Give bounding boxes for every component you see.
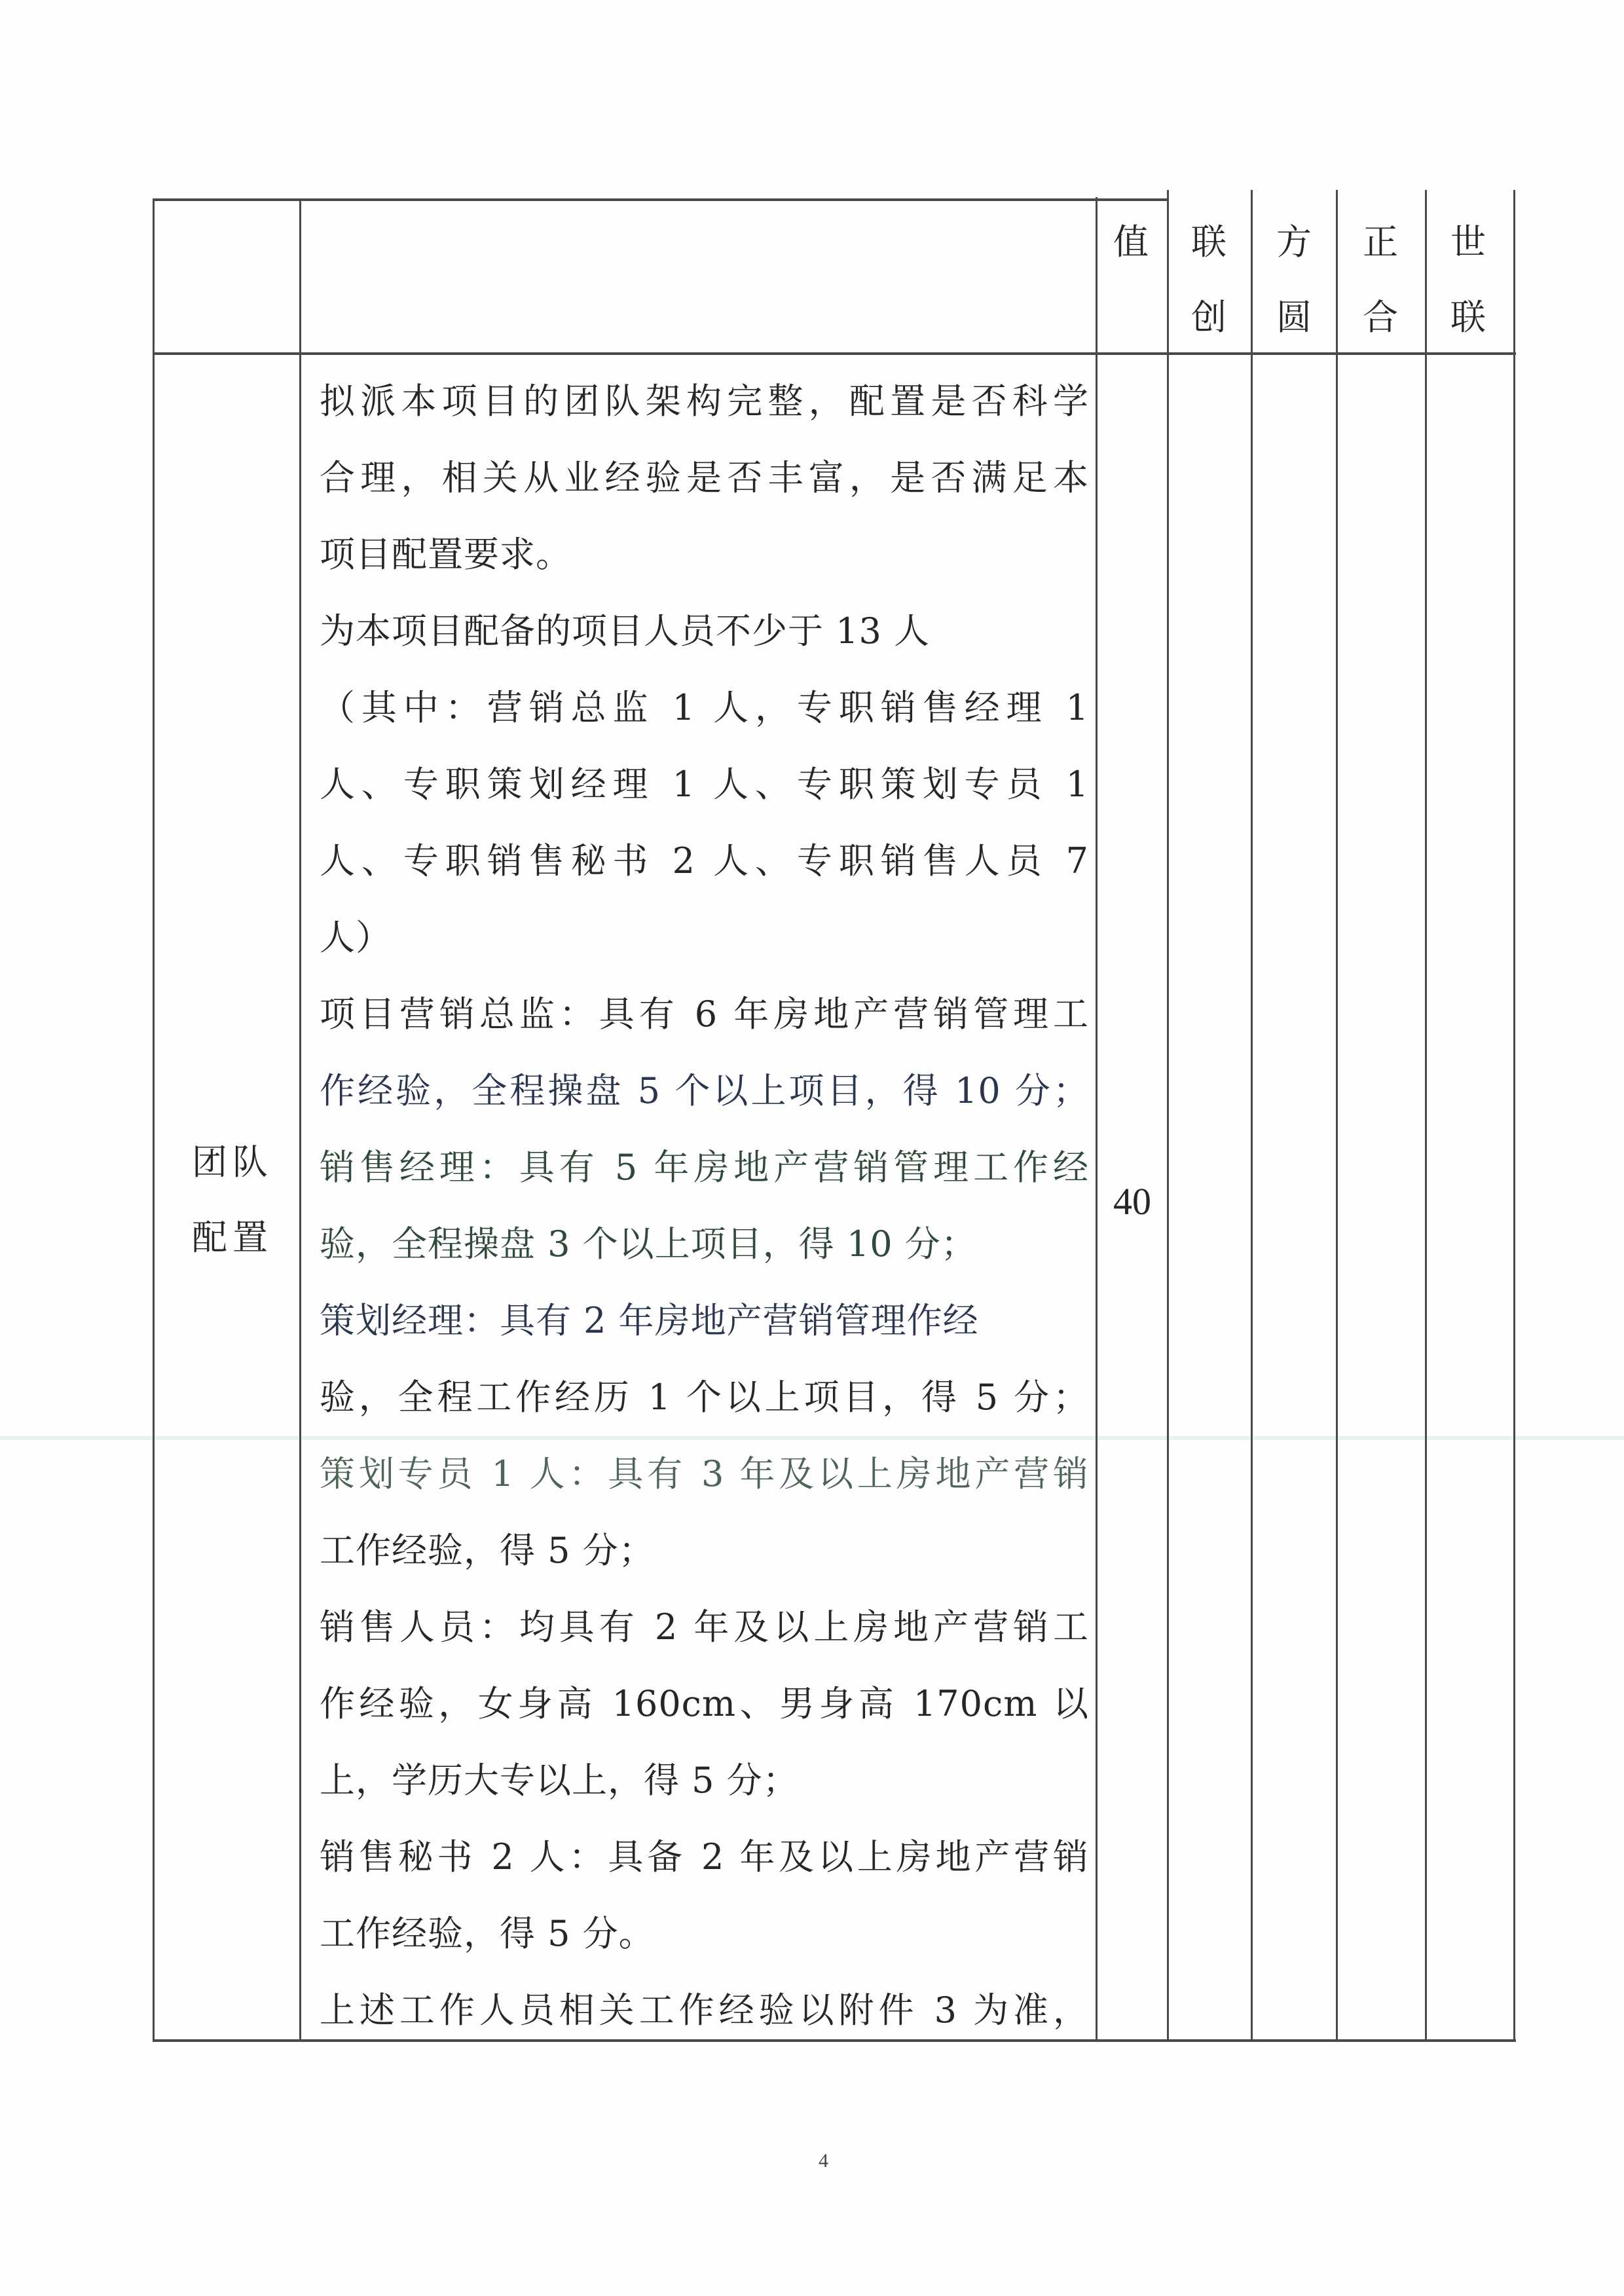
column-divider-description <box>1096 197 1098 2041</box>
description-line: 项目营销总监：具有 6 年房地产营销管理工 <box>320 993 1089 1035</box>
header-bidder-1-line1: 联 <box>1191 221 1227 263</box>
table-left-border <box>153 198 155 2041</box>
description-line: 上述工作人员相关工作经验以附件 3 为准， <box>320 1990 1089 2031</box>
description-line: 工作经验，得 5 分； <box>320 1530 655 1571</box>
description-line: 人、专职策划经理 1 人、专职策划专员 1 <box>320 764 1089 805</box>
description-line: 拟派本项目的团队架构完整，配置是否科学 <box>320 380 1089 422</box>
header-bottom-border <box>153 352 1516 355</box>
column-divider-criteria <box>299 198 301 2041</box>
description-line: 策划专员 1 人：具有 3 年及以上房地产营销 <box>320 1453 1089 1494</box>
header-bidder-3-line1: 正 <box>1363 221 1398 263</box>
description-line: 工作经验，得 5 分。 <box>320 1913 655 1954</box>
description-line: 策划经理：具有 2 年房地产营销管理作经 <box>320 1300 979 1341</box>
max-score-value: 40 <box>1113 1180 1151 1223</box>
description-line: （其中：营销总监 1 人，专职销售经理 1 <box>320 687 1089 728</box>
table-bottom-border <box>153 2039 1516 2042</box>
column-divider-bidder-1 <box>1251 190 1253 2041</box>
description-line: 销售人员：均具有 2 年及以上房地产营销工 <box>320 1606 1089 1648</box>
description-line: 销售秘书 2 人：具备 2 年及以上房地产营销 <box>320 1836 1089 1878</box>
criteria-label-line2: 配置 <box>192 1217 273 1258</box>
header-bidder-3-line2: 合 <box>1363 297 1398 338</box>
page-number: 4 <box>819 2150 828 2172</box>
header-bidder-4-line2: 联 <box>1450 297 1486 338</box>
description-line: 验，全程操盘 3 个以上项目，得 10 分； <box>320 1223 977 1265</box>
description-line: 作经验，全程操盘 5 个以上项目，得 10 分； <box>320 1070 1089 1111</box>
description-line: 人、专职销售秘书 2 人、专职销售人员 7 <box>320 840 1089 881</box>
column-divider-bidder-2 <box>1336 190 1338 2041</box>
description-line: 上，学历大专以上，得 5 分； <box>320 1760 799 1801</box>
table-top-border <box>153 198 1168 201</box>
criteria-label-line1: 团队 <box>192 1141 273 1183</box>
table-right-border <box>1513 190 1515 2041</box>
description-line: 人） <box>320 917 392 958</box>
header-bidder-2-line2: 圆 <box>1276 297 1312 338</box>
description-line: 为本项目配备的项目人员不少于 13 人 <box>320 610 931 652</box>
description-line: 作经验，女身高 160cm、男身高 170cm 以 <box>320 1683 1089 1724</box>
header-score: 值 <box>1113 221 1149 263</box>
header-bidder-1-line2: 创 <box>1191 297 1227 338</box>
scan-artifact <box>0 1436 1624 1440</box>
description-line: 销售经理：具有 5 年房地产营销管理工作经 <box>320 1147 1089 1188</box>
column-divider-bidder-3 <box>1425 190 1427 2041</box>
header-bidder-4-line1: 世 <box>1450 221 1486 263</box>
description-line: 项目配置要求。 <box>320 534 572 575</box>
header-bidder-2-line1: 方 <box>1276 221 1312 263</box>
description-line: 合理，相关从业经验是否丰富，是否满足本 <box>320 457 1089 498</box>
description-line: 验，全程工作经历 1 个以上项目，得 5 分； <box>320 1377 1089 1418</box>
column-divider-score <box>1167 190 1169 2041</box>
